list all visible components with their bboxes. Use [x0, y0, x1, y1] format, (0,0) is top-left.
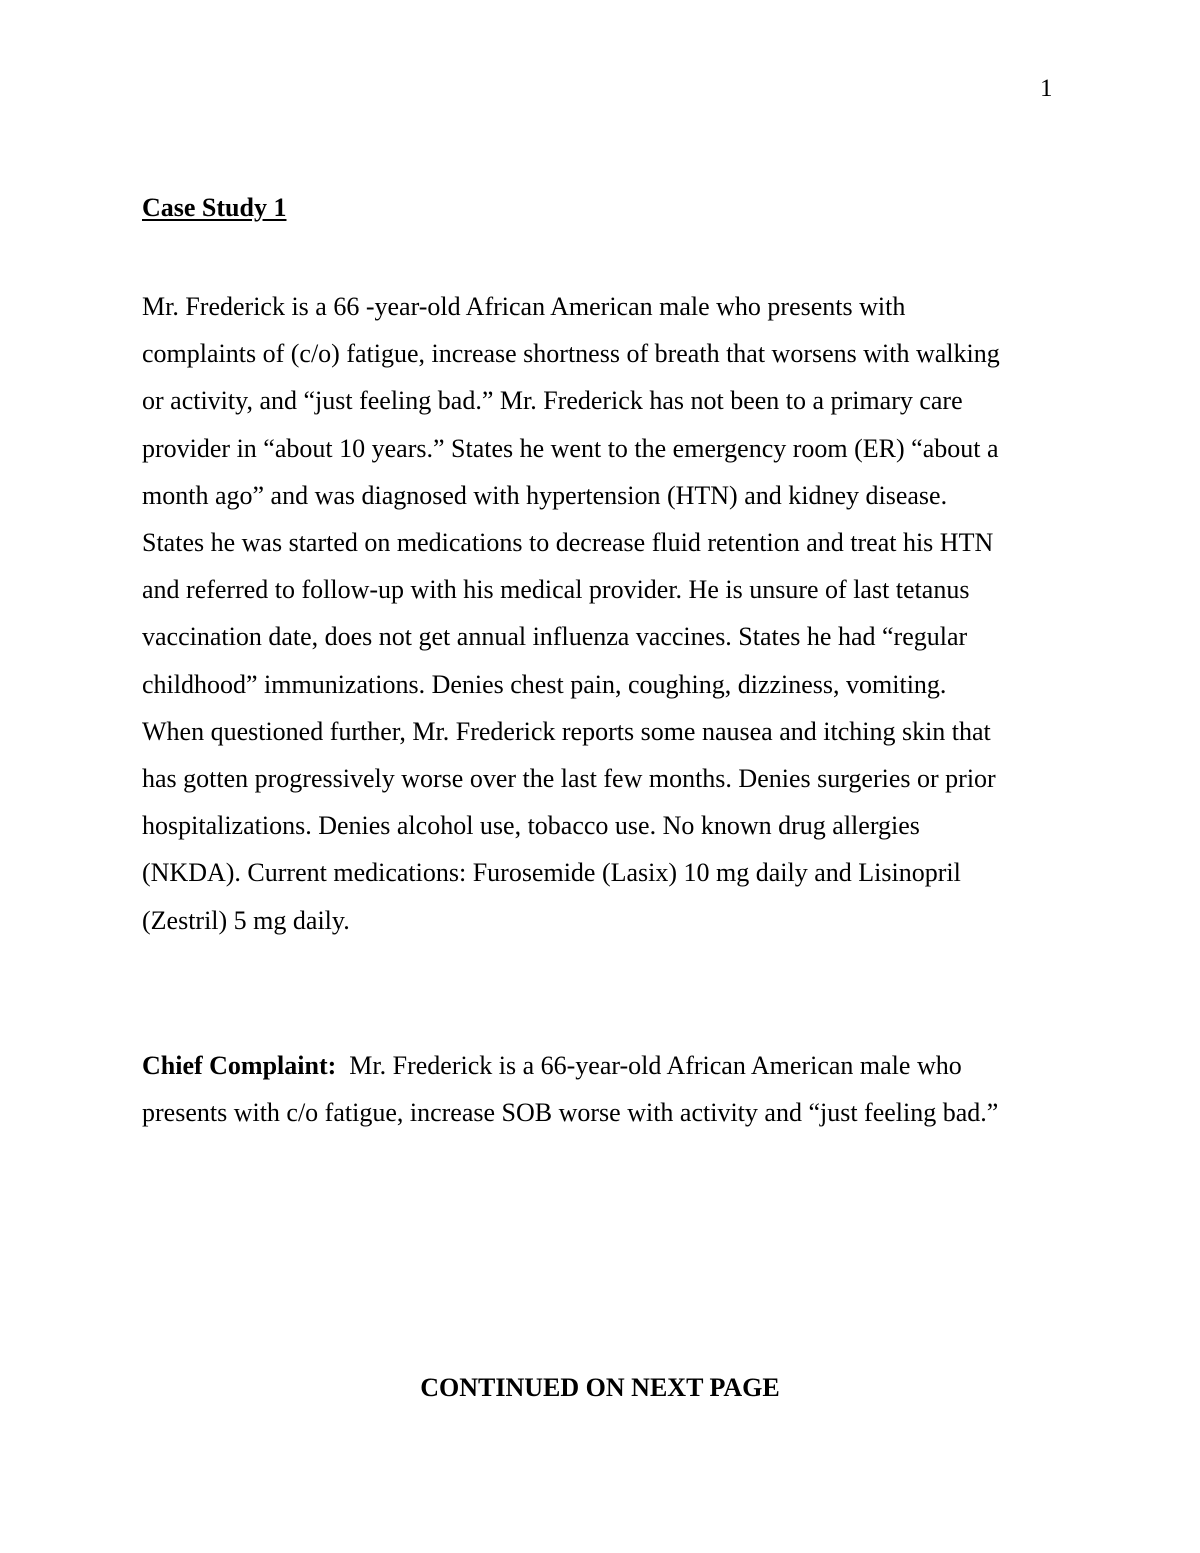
page-number: 1: [1040, 75, 1053, 102]
case-line: childhood” immunizations. Denies chest pain, coughing, dizziness, vomiting.: [142, 669, 947, 699]
case-study-title: Case Study 1: [142, 193, 287, 222]
case-line: States he was started on medications to decrease fluid retention and treat his HTN: [142, 528, 994, 558]
case-line: provider in “about 10 years.” States he went to the emergency room (ER) “about a: [142, 433, 999, 463]
continued-note: CONTINUED ON NEXT PAGE: [420, 1373, 780, 1402]
chief-complaint-line-1: [142, 1042, 1072, 1089]
case-description: [142, 283, 1072, 944]
chief-complaint-label: Chief Complaint:: [142, 1051, 337, 1080]
case-line: (Zestril) 5 mg daily.: [142, 905, 350, 935]
case-line: When questioned further, Mr. Frederick reports some nausea and itching skin that: [142, 716, 991, 746]
chief-complaint-text-1: Mr. Frederick is a 66-year-old African American male who: [349, 1051, 962, 1080]
case-line: hospitalizations. Denies alcohol use, tobacco use. No known drug allergies: [142, 811, 920, 841]
case-line: vaccination date, does not get annual influenza vaccines. States he had “regular: [142, 622, 968, 652]
case-line: or activity, and “just feeling bad.” Mr. Frederick has not been to a primary care: [142, 386, 963, 416]
case-line: (NKDA). Current medications: Furosemide (Lasix) 10 mg daily and Lisinopril: [142, 858, 961, 888]
case-line: Mr. Frederick is a 66 -year-old African American male who presents with: [142, 292, 906, 321]
case-line: and referred to follow-up with his medical provider. He is unsure of last tetanus: [142, 575, 970, 605]
case-line: complaints of (c/o) fatigue, increase shortness of breath that worsens with walking: [142, 339, 1000, 369]
chief-complaint-text-2: presents with c/o fatigue, increase SOB worse with activity and “just feeling bad.”: [142, 1098, 999, 1128]
chief-complaint-section: [142, 1042, 1072, 1136]
case-line: has gotten progressively worse over the last few months. Denies surgeries or prior: [142, 764, 996, 794]
case-line: month ago” and was diagnosed with hypertension (HTN) and kidney disease.: [142, 480, 948, 510]
